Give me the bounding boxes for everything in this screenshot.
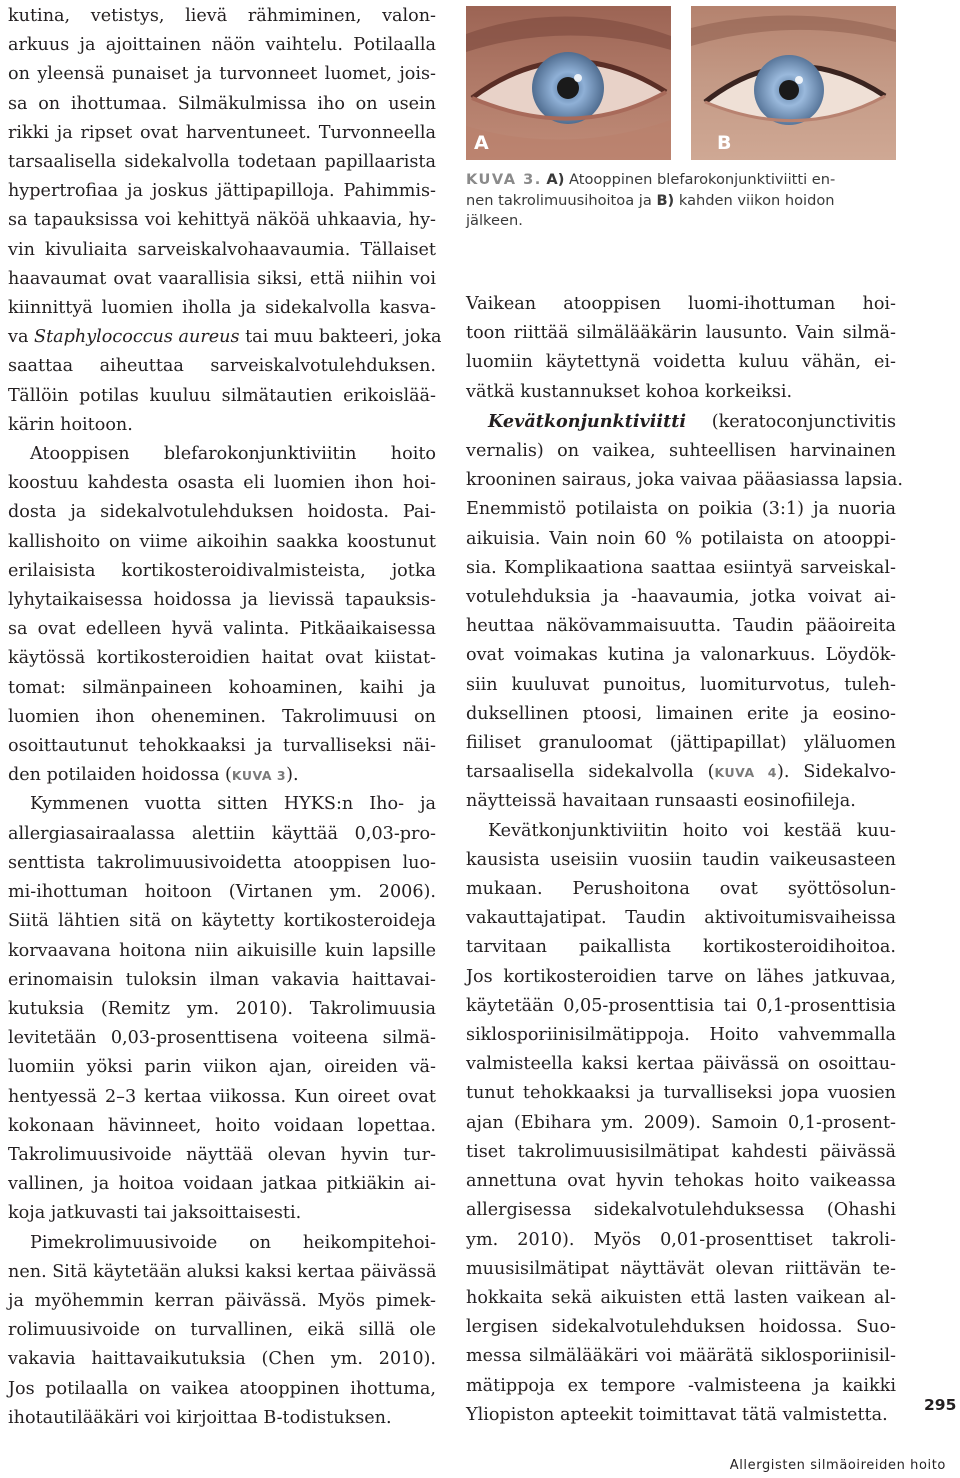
text-line: vallinen, ja hoitoa voidaan jatkaa pitkiäkin ai- — [8, 1174, 436, 1195]
text-line: kärin hoitoon. — [8, 414, 133, 435]
text-line: Tällöin potilas kuuluu silmätautien erikoislää- — [8, 385, 436, 406]
text-line: luomiin yöksi parin viikon ajan, oireiden vä- — [8, 1057, 436, 1078]
text-line: siin kuuluvat punoitus, luomiturvotus, tuleh- — [466, 674, 896, 695]
caption-text-a: Atooppinen blefarokonjunktiviitti en- — [564, 171, 836, 188]
figure-kuva-3 — [466, 6, 896, 160]
text-line: vätkä kustannukset kohoa korkeiksi. — [466, 381, 793, 402]
caption-b-marker: B) — [656, 191, 675, 209]
eye-photo-before — [466, 6, 671, 160]
text-line: on yleensä punaiset ja turvonneet luomet, jois- — [8, 64, 436, 85]
text-line: vin kivuliaita sarveiskalvohaavaumia. Tällaiset — [8, 239, 436, 260]
text-line: erilaisista kortikosteroidivalmisteista, jotka — [8, 560, 436, 581]
text-line: luomien ihon oheneminen. Takrolimuusi on — [8, 706, 436, 727]
text-line: kutina, vetistys, lievä rähmiminen, valon- — [8, 6, 436, 26]
text-line: luomiin käytettynä voidetta kuluu vähän, ei- — [466, 352, 896, 373]
text-fragment: tarsaalisella sidekalvolla ( — [466, 762, 715, 783]
figure-reference: KUVA 3 — [231, 768, 287, 784]
text-line: Atooppisen blefarokonjunktiviitin hoito — [30, 444, 436, 465]
text-line: Enemmistö potilaista on poikia (3:1) ja nuoria — [466, 499, 896, 520]
text-line: kiinnittyä luomien iholla ja sidekalvolla kasva- — [8, 298, 436, 319]
text-line: sa tapauksissa voi kehittyä näköä uhkaavia, hy- — [8, 210, 436, 231]
caption-line-3: jälkeen. — [466, 212, 523, 230]
paragraph-referral — [466, 290, 896, 407]
text-line: ovat voimakas kutina ja valonarkuus. Löydök- — [466, 645, 896, 666]
text-line: toon riittää silmälääkärin lausunto. Vain silmä- — [466, 323, 896, 344]
text-fragment: den potilaiden hoidossa ( — [8, 765, 232, 786]
text-line: lyhytaikaisessa hoidossa ja lievissä tapauksis- — [8, 590, 436, 611]
text-line: tunut tehokkaaksi ja turvalliseksi jopa vuosien — [466, 1083, 896, 1104]
text-line: kutuksia (Remitz ym. 2010). Takrolimuusia — [8, 998, 436, 1019]
text-line: kallishoito on viime aikoihin saakka koostunut — [8, 531, 436, 552]
text-line: korvaavana hoitona niin aikuisille kuin lapsille — [8, 940, 436, 961]
text-line: sa ovat edelleen hyvä valinta. Pitkäaikaisessa — [8, 619, 436, 640]
text-line: fiiliset granuloomat (jättipapillat) yläluomen — [466, 733, 896, 754]
text-line: siklosporiinisilmätippoja. Hoito vahvemmalla — [466, 1025, 896, 1046]
text-line: duksellinen ptoosi, limainen erite ja eosino- — [466, 703, 896, 724]
text-line: hypertrofiaa ja joskus jättipapilloja. Pahimmis- — [8, 181, 436, 202]
text-line: ym. 2010). Myös 0,01-prosenttiset takroli- — [466, 1229, 896, 1250]
text-line: allergiasairaalassa alettiin käyttää 0,03-pro- — [8, 823, 436, 844]
text-line: Kymmenen vuotta sitten HYKS:n Iho- ja — [30, 794, 436, 815]
text-line: näytteissä havaitaan runsaasti eosinofiileja. — [466, 791, 856, 812]
text-line: mi-ihottuman hoitoon (Virtanen ym. 2006). — [8, 882, 436, 903]
caption-text-line2-post: kahden viikon hoidon — [674, 191, 835, 209]
text-line: ajan (Ebihara ym. 2009). Samoin 0,1-prosent- — [466, 1112, 896, 1133]
text-line: Vaikean atooppisen luomi-ihottuman hoi- — [466, 294, 896, 314]
photo-label-a: A — [474, 132, 489, 154]
text-line: krooninen sairaus, joka vaivaa pääasiassa lapsia. — [466, 470, 903, 491]
text-line: arkuus ja ajoittainen näön vaihtelu. Potilaalla — [8, 35, 436, 56]
highlighted-term: Kevätkonjunktiviitti — [488, 410, 687, 432]
text-line — [8, 323, 442, 352]
page-number: 295 — [924, 1396, 957, 1414]
text-line: vakauttajatipat. Taudin aktivoitumisvaiheissa — [466, 908, 896, 929]
figure-caption — [466, 170, 896, 232]
text-line: tiset takrolimuusisilmätipat kahdesti päivässä — [466, 1141, 896, 1162]
text-line: tomat: silmänpaineen kohoaminen, kaihi ja — [8, 677, 436, 698]
text-line: aikuisia. Vain noin 60 % potilaista on atooppi- — [466, 528, 896, 549]
text-line — [466, 758, 896, 787]
caption-line-1 — [466, 170, 896, 191]
text-line: hentyessä 2–3 kertaa viikossa. Kun oireet ovat — [8, 1086, 436, 1107]
paragraph-symptoms — [8, 2, 442, 440]
text-line: valmisteella kaksi kertaa päivässä on osoittau- — [466, 1054, 896, 1075]
text-line: kausista useisiin vuosiin taudin vaikeusasteen — [466, 849, 896, 870]
text-line: vakavia haittavaikutuksia (Chen ym. 2010). — [8, 1349, 436, 1370]
text-line: votulehduksia ja -haavaumia, jotka voivat ai- — [466, 587, 896, 608]
paragraph-treatment-overview — [8, 440, 436, 790]
text-line: dosta ja sidekalvotulehduksen hoidosta. Pai- — [8, 502, 436, 523]
photo-label-b: B — [717, 132, 732, 154]
text-line: allergisessa sidekalvotulehduksessa (Ohashi — [466, 1200, 896, 1221]
eye-a-illustration — [466, 6, 671, 160]
text-line: sa on ihottumaa. Silmäkulmissa iho on usein — [8, 93, 436, 114]
text-line: ihotautilääkäri voi kirjoittaa B-todistuksen. — [8, 1407, 392, 1428]
text-line: sia. Komplikaationa saattaa esiintyä sarveiskal- — [466, 557, 896, 578]
text-line: koostuu kahdesta osasta eli luomien ihon hoi- — [8, 473, 436, 494]
text-line: erinomaisin tuloksin ilman vakavia haittavai- — [8, 969, 436, 990]
text-line: heuttaa näkövammaisuutta. Taudin pääoireita — [466, 616, 896, 637]
text-line — [8, 761, 436, 790]
running-footer: Allergisten silmäoireiden hoito — [729, 1458, 946, 1473]
text-line: Yliopiston apteekit toimittavat tätä valmistetta. — [466, 1404, 888, 1425]
figure-reference: KUVA 4 — [714, 765, 777, 781]
caption-text-line2-pre: nen takrolimuusihoitoa ja — [466, 191, 657, 209]
text-line: annettuna ovat hyvin tehokas hoito vaikeassa — [466, 1171, 896, 1192]
paragraph-tacrolimus — [8, 790, 436, 1228]
text-line: Siitä lähtien sitä on käytetty kortikosteroideja — [8, 911, 436, 932]
text-line: Takrolimuusivoide näyttää olevan hyvin tur- — [8, 1144, 436, 1165]
text-fragment: (keratoconjunctivitis — [686, 411, 896, 432]
text-line: koja jatkuvasti tai jaksoittaisesti. — [8, 1203, 302, 1224]
text-line — [466, 407, 896, 437]
text-line: Jos potilaalla on vaikea atooppinen ihottuma, — [8, 1378, 436, 1399]
text-line: saattaa aiheuttaa sarveiskalvotulehduksen. — [8, 356, 436, 377]
text-line: lergisen sidekalvotulehduksen hoidossa. Suo- — [466, 1317, 896, 1338]
text-line: haavaumat ovat vaarallisia siksi, että niihin voi — [8, 268, 436, 289]
text-line: Jos kortikosteroidien tarve on lähes jatkuvaa, — [466, 966, 896, 987]
paragraph-vernal-treatment — [466, 817, 896, 1430]
text-line: hokkaita sekä aikuisten että lasten vaikean al- — [466, 1287, 896, 1308]
text-line: messa silmälääkäri voi määrätä siklosporiinisil- — [466, 1346, 896, 1367]
caption-a-marker: A) — [546, 171, 565, 188]
text-line: käytössä kortikosteroidien haitat ovat kiistat- — [8, 648, 436, 669]
text-line: levitetään 0,03-prosenttisena voiteena silmä- — [8, 1028, 436, 1049]
species-name: Staphylococcus aureus — [34, 327, 240, 348]
text-line: muusisilmätipat näyttävät olevan riittävän te- — [466, 1258, 896, 1279]
text-line: senttista takrolimuusivoidetta atooppisen luo- — [8, 852, 436, 873]
text-line: nen. Sitä käytetään aluksi kaksi kertaa päivässä — [8, 1261, 437, 1282]
text-line: vernalis) on vaikea, suhteellisen harvinainen — [466, 441, 896, 462]
text-line: osoittautunut tehokkaaksi ja turvalliseksi näi- — [8, 736, 436, 757]
right-column — [466, 290, 903, 1430]
text-line: ja myöhemmin kerran päivässä. Myös pimek- — [8, 1290, 436, 1311]
text-fragment: ). — [286, 765, 299, 786]
text-line: mukaan. Perushoitona ovat syöttösolun- — [466, 879, 896, 900]
text-line: käytetään 0,05-prosenttisia tai 0,1-prosenttisia — [466, 995, 896, 1016]
eye-photo-after — [691, 6, 896, 160]
text-fragment: ). Sidekalvo- — [777, 762, 896, 783]
text-line: rolimuusivoide on turvallinen, eikä sillä ole — [8, 1320, 436, 1341]
paragraph-pimecrolimus — [8, 1229, 436, 1433]
text-line: kokonaan hävinneet, hoito voidaan lopettaa. — [8, 1115, 436, 1136]
text-line: Pimekrolimuusivoide on heikompitehoi- — [30, 1232, 436, 1253]
paragraph-vernal-keratoconjunctivitis — [466, 407, 903, 817]
text-line: rikki ja ripset ovat harventuneet. Turvonneella — [8, 122, 436, 143]
left-column — [8, 2, 442, 1433]
caption-line-2 — [466, 191, 896, 212]
text-line: tarvitaan paikallista kortikosteroidihoitoa. — [466, 937, 896, 958]
text-fragment: tai muu bakteeri, joka — [239, 327, 442, 348]
text-line: mätippoja ex tempore -valmisteena ja kaikki — [466, 1375, 896, 1396]
text-line: Kevätkonjunktiviitin hoito voi kestää kuu- — [488, 820, 896, 841]
text-line: tarsaalisella sidekalvolla todetaan papillaarista — [8, 152, 436, 173]
caption-label: KUVA 3. — [466, 171, 542, 188]
text-fragment: va — [8, 327, 35, 348]
